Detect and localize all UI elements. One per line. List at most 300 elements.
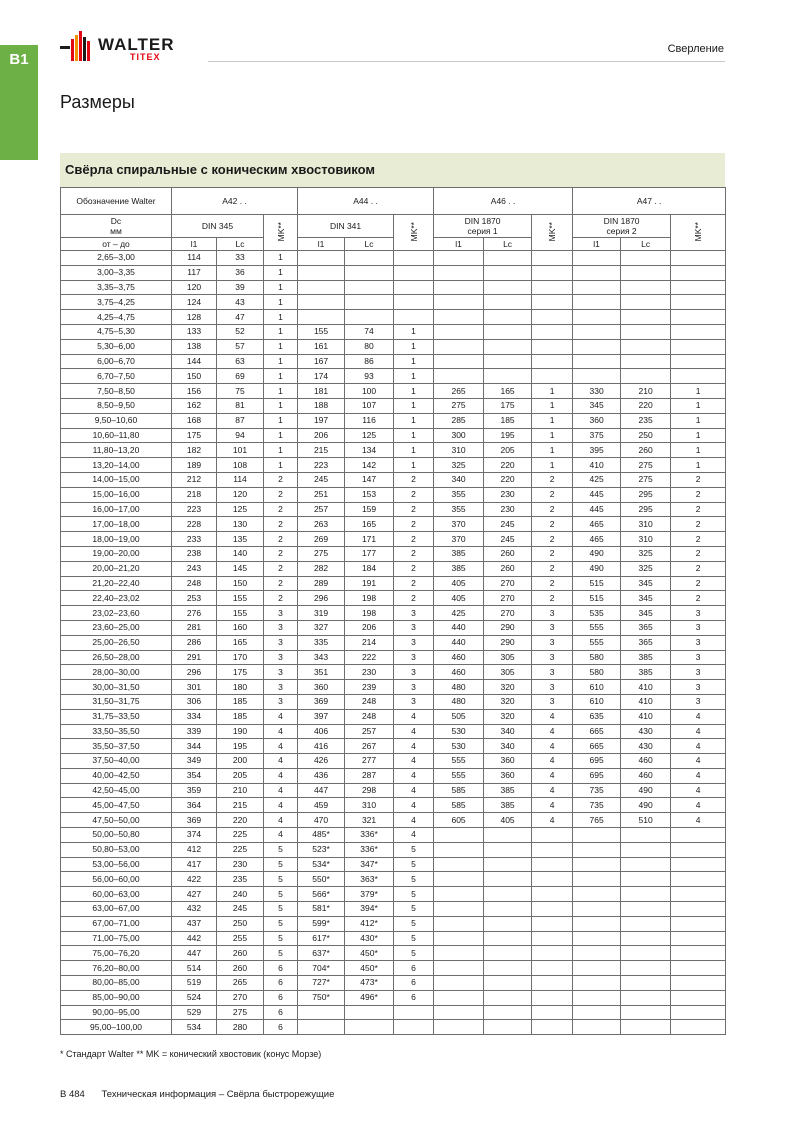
table-cell: 235 bbox=[217, 872, 264, 887]
table-cell bbox=[532, 1020, 573, 1035]
table-cell bbox=[298, 265, 345, 280]
table-cell: 339 bbox=[172, 724, 217, 739]
table-cell: 1 bbox=[264, 324, 298, 339]
a44-mk-header: MK** bbox=[394, 215, 434, 251]
table-cell: 354 bbox=[172, 768, 217, 783]
table-cell: 135 bbox=[217, 532, 264, 547]
table-row bbox=[61, 872, 726, 887]
table-cell: 245 bbox=[217, 902, 264, 917]
table-cell bbox=[532, 310, 573, 325]
diameter-range-cell: 13,20–14,00 bbox=[61, 458, 172, 473]
table-cell: 370 bbox=[434, 517, 484, 532]
table-cell bbox=[434, 1005, 484, 1020]
table-cell bbox=[345, 280, 394, 295]
group-a42-din: DIN 345 bbox=[172, 215, 264, 238]
diameter-range-cell: 4,25–4,75 bbox=[61, 310, 172, 325]
table-row bbox=[61, 324, 726, 339]
table-cell bbox=[484, 961, 532, 976]
table-cell: 134 bbox=[345, 443, 394, 458]
table-row bbox=[61, 561, 726, 576]
table-cell: 270 bbox=[484, 606, 532, 621]
table-cell: 155 bbox=[298, 324, 345, 339]
a47-lc-header: Lc bbox=[621, 238, 671, 251]
table-cell: 3 bbox=[264, 650, 298, 665]
table-cell bbox=[573, 310, 621, 325]
chapter-tab-label: B1 bbox=[9, 51, 29, 68]
table-cell bbox=[621, 1020, 671, 1035]
table-cell: 530 bbox=[434, 724, 484, 739]
table-cell: 485* bbox=[298, 828, 345, 843]
table-row bbox=[61, 694, 726, 709]
table-cell: 436 bbox=[298, 768, 345, 783]
table-cell: 534* bbox=[298, 857, 345, 872]
table-cell: 310 bbox=[345, 798, 394, 813]
table-cell: 704* bbox=[298, 961, 345, 976]
diameter-range-cell: 20,00–21,20 bbox=[61, 561, 172, 576]
designation-header: Обозначение Walter bbox=[61, 188, 172, 215]
table-cell: 138 bbox=[172, 339, 217, 354]
table-cell: 4 bbox=[671, 813, 726, 828]
table-cell: 275 bbox=[298, 546, 345, 561]
table-row bbox=[61, 458, 726, 473]
table-cell: 223 bbox=[172, 502, 217, 517]
table-cell bbox=[573, 887, 621, 902]
table-cell bbox=[621, 872, 671, 887]
table-cell: 530 bbox=[434, 739, 484, 754]
table-cell bbox=[434, 902, 484, 917]
table-cell: 197 bbox=[298, 413, 345, 428]
table-cell: 2 bbox=[671, 517, 726, 532]
table-cell: 4 bbox=[394, 813, 434, 828]
table-cell: 198 bbox=[345, 591, 394, 606]
table-cell: 1 bbox=[394, 428, 434, 443]
table-row bbox=[61, 1020, 726, 1035]
a46-l1-header: l1 bbox=[434, 238, 484, 251]
table-cell: 4 bbox=[394, 798, 434, 813]
diameter-range-cell: 3,35–3,75 bbox=[61, 280, 172, 295]
table-cell bbox=[345, 265, 394, 280]
table-cell: 81 bbox=[217, 398, 264, 413]
table-cell: 1 bbox=[264, 295, 298, 310]
table-cell: 218 bbox=[172, 487, 217, 502]
table-row bbox=[61, 443, 726, 458]
table-cell bbox=[484, 916, 532, 931]
diameter-range-cell: 22,40–23,02 bbox=[61, 591, 172, 606]
table-cell: 250 bbox=[217, 916, 264, 931]
table-cell: 4 bbox=[532, 813, 573, 828]
table-row bbox=[61, 502, 726, 517]
section-label: Сверление bbox=[667, 43, 724, 55]
table-cell: 3 bbox=[394, 650, 434, 665]
table-row bbox=[61, 902, 726, 917]
table-cell bbox=[621, 251, 671, 266]
table-cell: 130 bbox=[217, 517, 264, 532]
diameter-range-cell: 19,00–20,00 bbox=[61, 546, 172, 561]
table-cell: 2 bbox=[394, 487, 434, 502]
table-cell: 3 bbox=[671, 635, 726, 650]
table-cell: 1 bbox=[264, 280, 298, 295]
table-cell: 4 bbox=[394, 709, 434, 724]
table-cell: 310 bbox=[621, 517, 671, 532]
table-cell: 2 bbox=[394, 591, 434, 606]
table-cell bbox=[394, 265, 434, 280]
table-row bbox=[61, 606, 726, 621]
table-cell: 180 bbox=[217, 680, 264, 695]
table-cell bbox=[573, 916, 621, 931]
table-cell bbox=[434, 251, 484, 266]
table-cell bbox=[532, 931, 573, 946]
header-divider bbox=[208, 61, 725, 62]
table-cell: 275 bbox=[434, 398, 484, 413]
table-cell: 1 bbox=[532, 458, 573, 473]
table-row bbox=[61, 265, 726, 280]
table-cell: 3 bbox=[532, 650, 573, 665]
table-cell: 325 bbox=[621, 546, 671, 561]
table-cell bbox=[484, 339, 532, 354]
table-cell: 406 bbox=[298, 724, 345, 739]
table-cell: 301 bbox=[172, 680, 217, 695]
table-cell: 101 bbox=[217, 443, 264, 458]
table-cell: 243 bbox=[172, 561, 217, 576]
table-cell: 2 bbox=[532, 487, 573, 502]
table-cell: 282 bbox=[298, 561, 345, 576]
table-cell bbox=[573, 902, 621, 917]
table-cell: 281 bbox=[172, 620, 217, 635]
table-row bbox=[61, 591, 726, 606]
table-cell bbox=[532, 961, 573, 976]
table-cell bbox=[532, 976, 573, 991]
table-cell bbox=[484, 902, 532, 917]
diameter-range-cell: 63,00–67,00 bbox=[61, 902, 172, 917]
table-cell: 1 bbox=[394, 413, 434, 428]
table-cell: 460 bbox=[621, 754, 671, 769]
table-cell: 460 bbox=[434, 650, 484, 665]
table-cell: 1 bbox=[264, 265, 298, 280]
table-cell: 280 bbox=[217, 1020, 264, 1035]
table-cell: 117 bbox=[172, 265, 217, 280]
table-cell bbox=[484, 265, 532, 280]
table-cell: 100 bbox=[345, 384, 394, 399]
table-cell: 253 bbox=[172, 591, 217, 606]
table-cell: 4 bbox=[671, 768, 726, 783]
table-cell: 447 bbox=[298, 783, 345, 798]
table-cell: 260 bbox=[484, 546, 532, 561]
table-cell: 5 bbox=[264, 842, 298, 857]
table-cell bbox=[345, 310, 394, 325]
table-cell: 3 bbox=[532, 694, 573, 709]
table-cell bbox=[434, 961, 484, 976]
diameter-range-cell: 47,50–50,00 bbox=[61, 813, 172, 828]
table-cell bbox=[621, 324, 671, 339]
table-row bbox=[61, 783, 726, 798]
table-cell: 4 bbox=[394, 754, 434, 769]
group-a47-din: DIN 1870 серия 2 bbox=[573, 215, 671, 238]
table-cell: 581* bbox=[298, 902, 345, 917]
table-cell: 125 bbox=[345, 428, 394, 443]
table-cell: 5 bbox=[394, 916, 434, 931]
table-cell: 155 bbox=[217, 606, 264, 621]
table-cell: 205 bbox=[484, 443, 532, 458]
diameter-range-cell: 26,50–28,00 bbox=[61, 650, 172, 665]
table-cell: 440 bbox=[434, 620, 484, 635]
table-cell: 427 bbox=[172, 887, 217, 902]
table-cell: 86 bbox=[345, 354, 394, 369]
table-cell: 617* bbox=[298, 931, 345, 946]
table-cell: 4 bbox=[532, 798, 573, 813]
table-cell: 395 bbox=[573, 443, 621, 458]
table-cell: 239 bbox=[345, 680, 394, 695]
table-cell: 1 bbox=[394, 398, 434, 413]
table-cell bbox=[434, 828, 484, 843]
table-cell: 160 bbox=[217, 620, 264, 635]
table-cell: 225 bbox=[217, 828, 264, 843]
table-cell bbox=[621, 931, 671, 946]
table-cell bbox=[434, 354, 484, 369]
table-cell bbox=[484, 1020, 532, 1035]
table-cell: 4 bbox=[532, 724, 573, 739]
table-cell bbox=[484, 354, 532, 369]
table-cell: 340 bbox=[484, 739, 532, 754]
table-row bbox=[61, 665, 726, 680]
table-cell: 153 bbox=[345, 487, 394, 502]
table-cell bbox=[298, 280, 345, 295]
footnote: * Стандарт Walter ** MK = конический хвостовик (конус Морзе) bbox=[60, 1049, 322, 1059]
table-cell: 2 bbox=[264, 487, 298, 502]
table-cell: 320 bbox=[484, 680, 532, 695]
table-cell bbox=[394, 1005, 434, 1020]
table-cell: 3 bbox=[394, 620, 434, 635]
table-cell: 260 bbox=[217, 961, 264, 976]
table-cell: 2 bbox=[394, 532, 434, 547]
table-row bbox=[61, 487, 726, 502]
table-cell: 182 bbox=[172, 443, 217, 458]
diameter-range-cell: 4,75–5,30 bbox=[61, 324, 172, 339]
table-cell bbox=[484, 310, 532, 325]
table-cell bbox=[532, 354, 573, 369]
table-cell: 1 bbox=[671, 428, 726, 443]
table-cell: 5 bbox=[394, 842, 434, 857]
table-cell: 205 bbox=[217, 768, 264, 783]
table-cell bbox=[484, 295, 532, 310]
table-cell bbox=[621, 265, 671, 280]
diameter-range-cell: 14,00–15,00 bbox=[61, 472, 172, 487]
table-row bbox=[61, 990, 726, 1005]
a42-mk-header: MK** bbox=[264, 215, 298, 251]
table-row bbox=[61, 398, 726, 413]
table-cell: 114 bbox=[217, 472, 264, 487]
table-cell: 108 bbox=[217, 458, 264, 473]
table-cell: 580 bbox=[573, 650, 621, 665]
table-cell: 2 bbox=[671, 472, 726, 487]
table-cell: 459 bbox=[298, 798, 345, 813]
table-cell: 43 bbox=[217, 295, 264, 310]
table-cell: 4 bbox=[394, 783, 434, 798]
table-cell: 605 bbox=[434, 813, 484, 828]
table-row bbox=[61, 354, 726, 369]
table-cell: 412 bbox=[172, 842, 217, 857]
table-cell: 405 bbox=[484, 813, 532, 828]
diameter-range-cell: 3,75–4,25 bbox=[61, 295, 172, 310]
table-cell: 260 bbox=[621, 443, 671, 458]
table-cell: 107 bbox=[345, 398, 394, 413]
group-a46-din: DIN 1870 серия 1 bbox=[434, 215, 532, 238]
table-cell bbox=[573, 976, 621, 991]
table-cell: 185 bbox=[217, 709, 264, 724]
table-cell bbox=[484, 828, 532, 843]
table-cell: 3 bbox=[264, 620, 298, 635]
table-cell: 4 bbox=[532, 739, 573, 754]
table-cell: 6 bbox=[264, 990, 298, 1005]
table-cell bbox=[573, 1005, 621, 1020]
table-cell: 1 bbox=[264, 339, 298, 354]
table-cell: 210 bbox=[621, 384, 671, 399]
table-cell: 1 bbox=[264, 354, 298, 369]
table-cell: 470 bbox=[298, 813, 345, 828]
table-row bbox=[61, 724, 726, 739]
table-cell: 4 bbox=[394, 724, 434, 739]
table-cell: 2 bbox=[394, 472, 434, 487]
table-cell bbox=[484, 1005, 532, 1020]
table-cell: 550* bbox=[298, 872, 345, 887]
table-cell: 4 bbox=[394, 828, 434, 843]
table-cell bbox=[532, 902, 573, 917]
table-cell: 2 bbox=[532, 576, 573, 591]
table-cell: 4 bbox=[394, 768, 434, 783]
table-cell: 4 bbox=[671, 754, 726, 769]
table-cell: 490 bbox=[573, 546, 621, 561]
table-cell: 235 bbox=[621, 413, 671, 428]
diameter-range-cell: 7,50–8,50 bbox=[61, 384, 172, 399]
table-row bbox=[61, 1005, 726, 1020]
table-cell: 267 bbox=[345, 739, 394, 754]
table-cell: 220 bbox=[217, 813, 264, 828]
table-cell: 142 bbox=[345, 458, 394, 473]
table-cell: 248 bbox=[172, 576, 217, 591]
table-cell: 210 bbox=[217, 783, 264, 798]
table-cell: 750* bbox=[298, 990, 345, 1005]
group-a44-din: DIN 341 bbox=[298, 215, 394, 238]
table-cell: 345 bbox=[621, 576, 671, 591]
table-cell: 3 bbox=[264, 694, 298, 709]
table-cell bbox=[621, 857, 671, 872]
diameter-range-cell: 8,50–9,50 bbox=[61, 398, 172, 413]
diameter-range-cell: 16,00–17,00 bbox=[61, 502, 172, 517]
table-cell: 185 bbox=[484, 413, 532, 428]
table-cell bbox=[434, 339, 484, 354]
table-cell: 270 bbox=[484, 591, 532, 606]
table-cell: 2 bbox=[532, 546, 573, 561]
table-cell: 1 bbox=[394, 354, 434, 369]
table-cell: 47 bbox=[217, 310, 264, 325]
table-cell: 171 bbox=[345, 532, 394, 547]
table-cell: 230 bbox=[484, 487, 532, 502]
table-row bbox=[61, 754, 726, 769]
table-cell: 635 bbox=[573, 709, 621, 724]
table-cell: 320 bbox=[484, 709, 532, 724]
table-cell: 410 bbox=[621, 694, 671, 709]
table-cell: 2 bbox=[264, 472, 298, 487]
table-cell: 599* bbox=[298, 916, 345, 931]
table-cell: 195 bbox=[217, 739, 264, 754]
a44-lc-header: Lc bbox=[345, 238, 394, 251]
diameter-range-cell: 45,00–47,50 bbox=[61, 798, 172, 813]
table-cell bbox=[532, 990, 573, 1005]
table-cell: 57 bbox=[217, 339, 264, 354]
table-cell bbox=[532, 339, 573, 354]
table-cell: 2 bbox=[671, 532, 726, 547]
table-cell bbox=[573, 931, 621, 946]
table-cell: 4 bbox=[264, 754, 298, 769]
table-cell bbox=[434, 369, 484, 384]
table-cell bbox=[532, 1005, 573, 1020]
table-cell: 222 bbox=[345, 650, 394, 665]
table-cell: 220 bbox=[621, 398, 671, 413]
diameter-range-cell: 25,00–26,50 bbox=[61, 635, 172, 650]
table-row bbox=[61, 709, 726, 724]
table-cell bbox=[484, 976, 532, 991]
table-cell: 257 bbox=[345, 724, 394, 739]
table-cell: 175 bbox=[172, 428, 217, 443]
table-cell: 36 bbox=[217, 265, 264, 280]
table-cell bbox=[345, 1005, 394, 1020]
table-cell: 430 bbox=[621, 724, 671, 739]
table-cell: 238 bbox=[172, 546, 217, 561]
diameter-range-cell: 23,02–23,60 bbox=[61, 606, 172, 621]
a42-lc-header: Lc bbox=[217, 238, 264, 251]
table-cell: 5 bbox=[264, 946, 298, 961]
group-a44-code: A44 . . bbox=[298, 188, 434, 215]
table-cell: 4 bbox=[264, 828, 298, 843]
table-row bbox=[61, 887, 726, 902]
table-cell bbox=[573, 990, 621, 1005]
group-a46-code: A46 . . bbox=[434, 188, 573, 215]
table-cell: 5 bbox=[394, 931, 434, 946]
table-cell: 248 bbox=[345, 694, 394, 709]
table-cell bbox=[394, 251, 434, 266]
table-cell bbox=[394, 280, 434, 295]
table-cell bbox=[298, 251, 345, 266]
table-cell: 375 bbox=[573, 428, 621, 443]
table-cell: 460 bbox=[434, 665, 484, 680]
table-cell: 4 bbox=[532, 709, 573, 724]
table-cell bbox=[573, 828, 621, 843]
table-cell: 4 bbox=[671, 739, 726, 754]
table-cell: 87 bbox=[217, 413, 264, 428]
table-cell: 445 bbox=[573, 487, 621, 502]
table-body bbox=[61, 251, 726, 1035]
table-cell bbox=[434, 976, 484, 991]
diameter-range-cell: 42,50–45,00 bbox=[61, 783, 172, 798]
table-cell: 637* bbox=[298, 946, 345, 961]
table-cell: 75 bbox=[217, 384, 264, 399]
table-cell: 336* bbox=[345, 828, 394, 843]
table-cell: 490 bbox=[573, 561, 621, 576]
table-cell: 265 bbox=[217, 976, 264, 991]
table-cell bbox=[394, 295, 434, 310]
table-cell bbox=[298, 1005, 345, 1020]
chapter-tab bbox=[0, 45, 38, 160]
table-cell: 133 bbox=[172, 324, 217, 339]
table-cell: 1 bbox=[264, 369, 298, 384]
table-cell: 116 bbox=[345, 413, 394, 428]
table-cell: 349 bbox=[172, 754, 217, 769]
table-cell: 230 bbox=[217, 857, 264, 872]
table-cell: 120 bbox=[217, 487, 264, 502]
table-cell: 175 bbox=[484, 398, 532, 413]
table-cell bbox=[484, 280, 532, 295]
table-cell bbox=[434, 857, 484, 872]
table-cell: 610 bbox=[573, 694, 621, 709]
